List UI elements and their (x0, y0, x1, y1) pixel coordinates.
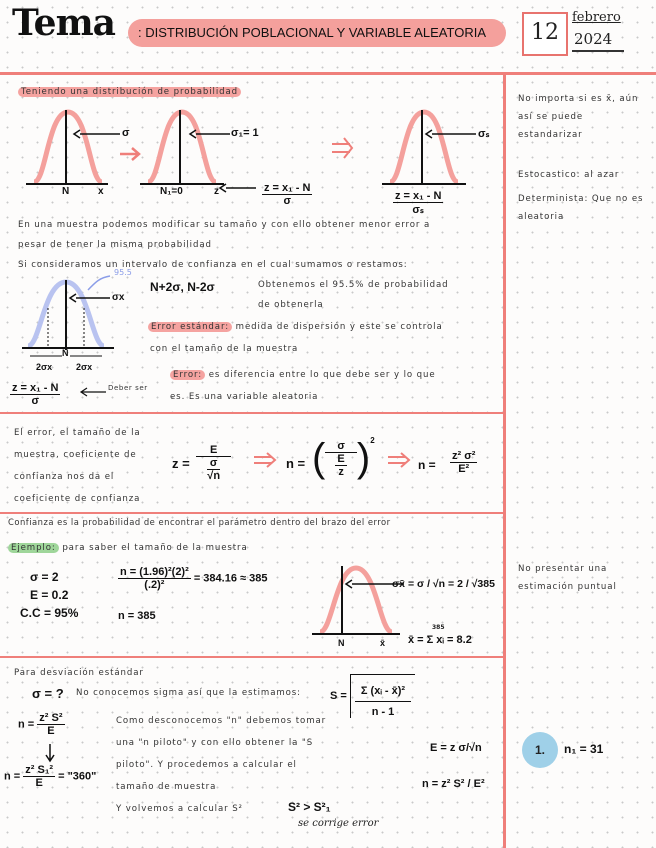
z-formula-2: $\frac{\text{z = x₁ - N}}{\text{σₛ}}$ (395, 190, 442, 216)
ci-sigma-label: σx (112, 292, 125, 303)
given-e: E = 0.2 (30, 588, 69, 602)
coef-line-1: El error, el tamaño de la (14, 428, 141, 438)
ci-955-label: 95.5 (114, 268, 132, 277)
n-formula-2: n = $\frac{\text{z² S₁²}}{E}$ = "360" (4, 764, 97, 789)
example-curve-x: x̄ (380, 638, 386, 648)
para1-line1: En una muestra podemos modificar su tamaño y con ello obtener menor error a (18, 220, 431, 230)
std-dev-text: No conocemos sigma así que la estimamos: (76, 688, 301, 698)
confianza-line: Confianza es la probabilidad de encontrar el parámetro dentro del brazo del error (8, 517, 391, 527)
arrow-icon (120, 148, 139, 160)
sidebar-note-3: Determinista: Que no es aleatoria (518, 194, 644, 222)
ci-text-1: Obtenemos el 95.5% de probabilidad (258, 280, 449, 290)
std-dev-title: Para desviación estándar (14, 668, 144, 678)
ci-equation: N+2σ, N-2σ (150, 280, 215, 294)
eq-z-frac: $\frac{E}{\frac{\sigma}{√n}}$ (196, 444, 231, 482)
date-year: 2024 (574, 30, 613, 48)
ci-n-label: N (62, 348, 69, 358)
se-corrige-error: se corrige error (298, 818, 379, 829)
arrow-icon (78, 386, 108, 398)
arrow-icon (252, 452, 278, 468)
std-para-4: tamaño de muestra (116, 782, 217, 792)
top-rule (0, 72, 656, 75)
coef-line-2: muestra, coeficiente de (14, 450, 137, 460)
eq-n2-left: n = (418, 458, 436, 472)
bell-curve-2 (148, 112, 216, 182)
date-month: febrero (572, 10, 621, 25)
arrow-icon (332, 138, 352, 158)
para1-line2: pesar de tener la misma probabilidad (18, 240, 212, 250)
section1-heading: Teniendo una distribución de probabilidad (18, 87, 241, 97)
ci-text-2: de obtenerla (258, 300, 324, 310)
sigma-x-eq: σx̄ = σ / √n = 2 / √385 (392, 578, 495, 590)
page-title: Tema (12, 2, 115, 44)
coef-line-3: confianza nos da el (14, 472, 115, 482)
std-para-2: una "n piloto" y con ello obtener la "S (116, 738, 314, 748)
sidebar-note-4: No presentar una estimación puntual (518, 564, 617, 592)
error-line2: es. Es una variable aleatoria (170, 392, 319, 402)
curve1-x: x (98, 186, 104, 197)
s-formula: S = $\frac{\text{Σ (xᵢ - x̄)²}}{n - 1}$ (330, 674, 415, 718)
curve2-sigma1: σ₁= 1 (231, 127, 259, 139)
z-formula-bottom: $\frac{\text{z = x₁ - N}}{\sigma}$ (12, 382, 59, 407)
debe-ser-note: Deber ser (108, 384, 148, 392)
given-sigma: σ = 2 (30, 570, 59, 584)
date-underline (572, 50, 624, 52)
curve2-mu0: N₁=0 (160, 186, 183, 197)
sidebar-note-1: No importa si es x̄, aún así se puede estandarizar (518, 94, 639, 140)
ci-2sx-right: 2σx (76, 362, 93, 372)
ci-2sx-left: 2σx (36, 362, 53, 372)
eq-z-left: z = (172, 456, 190, 471)
example-heading: Ejemplo: para saber el tamaño de la muestra (8, 543, 248, 553)
example-curve-mu: N (338, 638, 345, 648)
n3-formula: n = z² S² / E² (422, 778, 485, 790)
std-para-1: Como desconocemos "n" debemos tomar (116, 716, 327, 726)
curve3-sigma: σₛ (478, 128, 490, 140)
n-final: n = 385 (118, 610, 156, 622)
coef-line-4: coeficiente de confianza (14, 494, 141, 504)
bullet-text: n₁ = 31 (564, 742, 604, 756)
eq-n-left: n = (286, 456, 306, 471)
rule-after-coef (0, 512, 504, 514)
rule-after-example (0, 656, 504, 658)
curve1-mu: N (62, 186, 70, 197)
eq-n-paren: ( $\frac{\sigma}{\frac{E}{z}}$ )$^2$ (312, 436, 375, 480)
mean-eq: x̄ = Σ xᵢ = 8.2 (408, 634, 472, 646)
s-compare: S² > S²₁ (288, 800, 331, 814)
bullet-circle: 1. (522, 732, 558, 768)
given-cc: C.C = 95% (20, 606, 79, 620)
sigma-question: σ = ? (32, 686, 64, 701)
eq-n2-frac: $\frac{\text{z² σ²}}{\text{E²}}$ (452, 450, 476, 475)
sidebar-note-2: Estocastico: al azar (518, 170, 620, 180)
error-std-line2: con el tamaño de la muestra (150, 344, 299, 354)
bell-curve-1 (34, 112, 102, 182)
std-para-5: Y volvemos a calcular S² (116, 804, 243, 814)
std-para-3: piloto". Y procedemos a calcular el (116, 760, 297, 770)
arrow-icon (386, 452, 412, 468)
margin-rule (503, 72, 506, 848)
error-line1: Error: es diferencia entre lo que debe ser y lo que (170, 370, 436, 380)
curve1-sigma: σ (122, 127, 130, 139)
z-formula-1: $\frac{\text{z = x₁ - N}}{\sigma}$ (264, 182, 311, 207)
error-std-line1: Error estándar: medida de dispersión y este se controla (148, 322, 443, 332)
rule-after-error (0, 412, 504, 414)
e-formula: E = z σ/√n (430, 742, 482, 754)
para2-line1: Si consideramos un intervalo de confianza en el cual sumamos o restamos: (18, 260, 408, 270)
n-formula-1: n = $\frac{\text{z² S²}}{E}$ (18, 712, 63, 737)
mean-eq-limit: 385 (432, 624, 445, 631)
bell-curve-3 (390, 112, 458, 182)
n-calc: $\frac{\text{n = (1.96)²(2)²}}{\text{(.2)²}}$ = 384.16 ≈ 385 (120, 566, 268, 591)
down-arrow-icon (44, 744, 56, 764)
curve2-z: z (214, 186, 219, 197)
topic-banner: : DISTRIBUCIÓN POBLACIONAL Y VARIABLE ALEATORIA (128, 19, 506, 47)
date-day: 12 (522, 12, 568, 56)
